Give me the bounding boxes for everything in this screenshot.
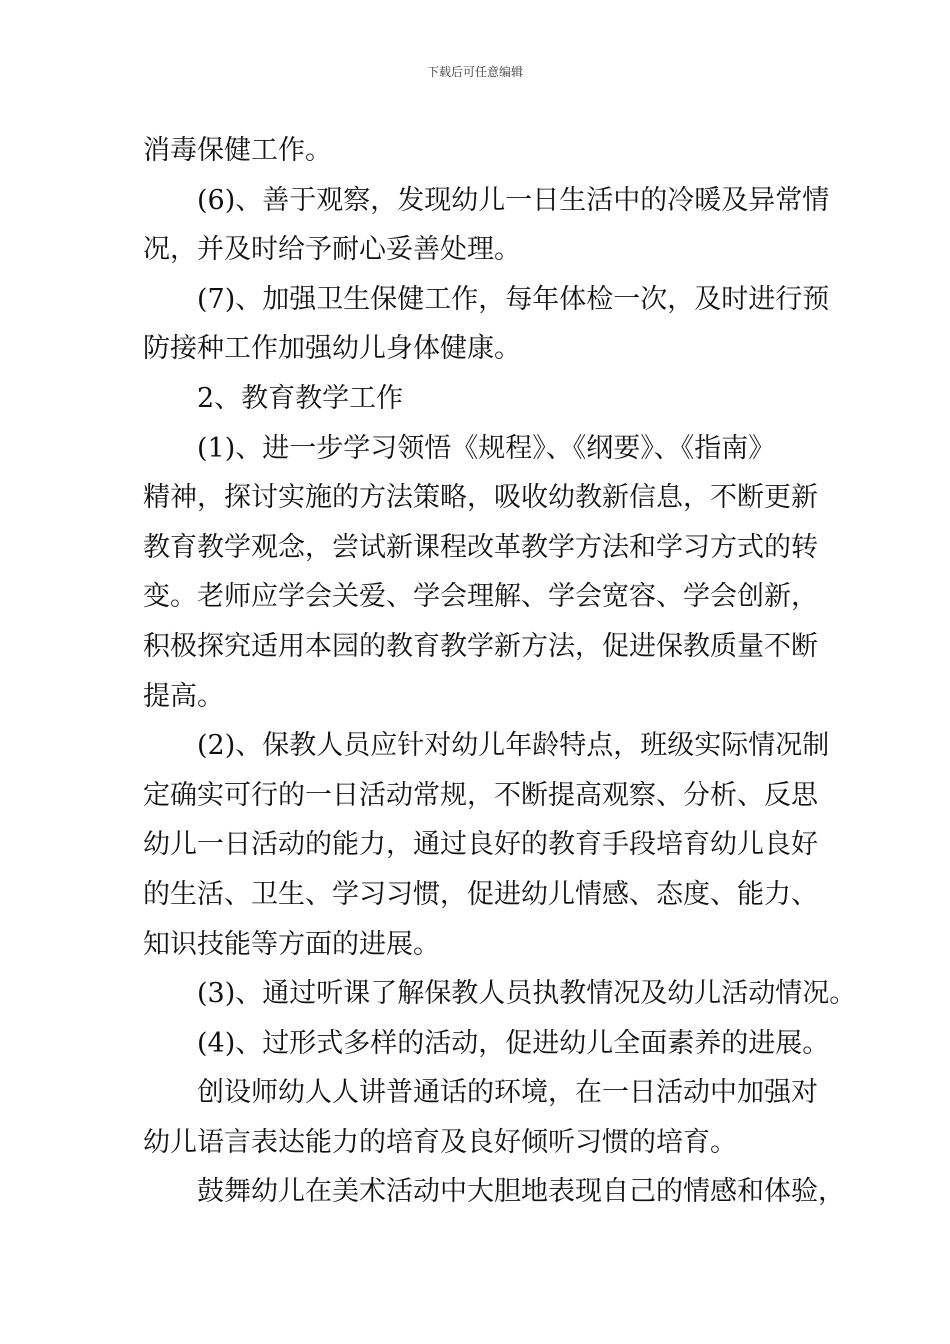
text-line: 定确实可行的一日活动常规，不断提高观察、分析、反思 (143, 779, 818, 811)
page-header: 下载后可任意编辑 (426, 65, 523, 79)
text-line: (6)、善于观察，发现幼儿一日生活中的冷暖及异常情 (197, 184, 830, 216)
paragraph-mandarin (143, 1068, 833, 1167)
text-line: 变。老师应学会关爱、学会理解、学会宽容、学会创新， (143, 581, 818, 613)
text-line: 知识技能等方面的进展。 (143, 928, 440, 960)
text-line: 幼儿一日活动的能力，通过良好的教育手段培育幼儿良好 (143, 829, 818, 861)
paragraph-item-3 (143, 969, 857, 1019)
text-line: (2)、保教人员应针对幼儿年龄特点，班级实际情况制 (197, 730, 830, 762)
text-line: 2、教育教学工作 (197, 382, 404, 414)
text-line: 幼儿语言表达能力的培育及良好倾听习惯的培育。 (143, 1126, 737, 1158)
paragraph-art (143, 1167, 845, 1217)
text-line: 况，并及时给予耐心妥善处理。 (143, 234, 521, 266)
paragraph-item-7 (143, 275, 833, 374)
text-line: (3)、通过听课了解保教人员执教情况及幼儿活动情况。 (197, 978, 857, 1010)
paragraph-item-2 (143, 721, 833, 969)
text-line: (1)、进一步学习领悟《规程》、《纲要》、《指南》 (197, 432, 776, 464)
text-line: 鼓舞幼儿在美术活动中大胆地表现自己的情感和体验， (197, 1176, 845, 1208)
text-line: 精神，探讨实施的方法策略，吸收幼教新信息，不断更新 (143, 482, 818, 514)
text-line: (4)、过形式多样的活动，促进幼儿全面素养的进展。 (197, 1027, 830, 1059)
paragraph-item-6 (143, 176, 833, 275)
text-line: 消毒保健工作。 (143, 135, 332, 166)
text-line: 防接种工作加强幼儿身体健康。 (143, 333, 521, 365)
paragraph-continuation (143, 126, 833, 176)
text-line: 的生活、卫生、学习习惯，促进幼儿情感、态度、能力、 (143, 878, 818, 910)
text-line: (7)、加强卫生保健工作，每年体检一次，及时进行预 (197, 283, 830, 315)
section-heading (143, 374, 833, 424)
text-line: 创设师幼人人讲普通话的环境，在一日活动中加强对 (197, 1077, 818, 1109)
paragraph-item-1 (143, 424, 833, 722)
text-line: 积极探究适用本园的教育教学新方法，促进保教质量不断 (143, 630, 818, 662)
document-body (143, 126, 857, 1217)
paragraph-item-4 (143, 1019, 833, 1069)
text-line: 教育教学观念，尝试新课程改革教学方法和学习方式的转 (143, 531, 818, 563)
text-line: 提高。 (143, 680, 224, 712)
